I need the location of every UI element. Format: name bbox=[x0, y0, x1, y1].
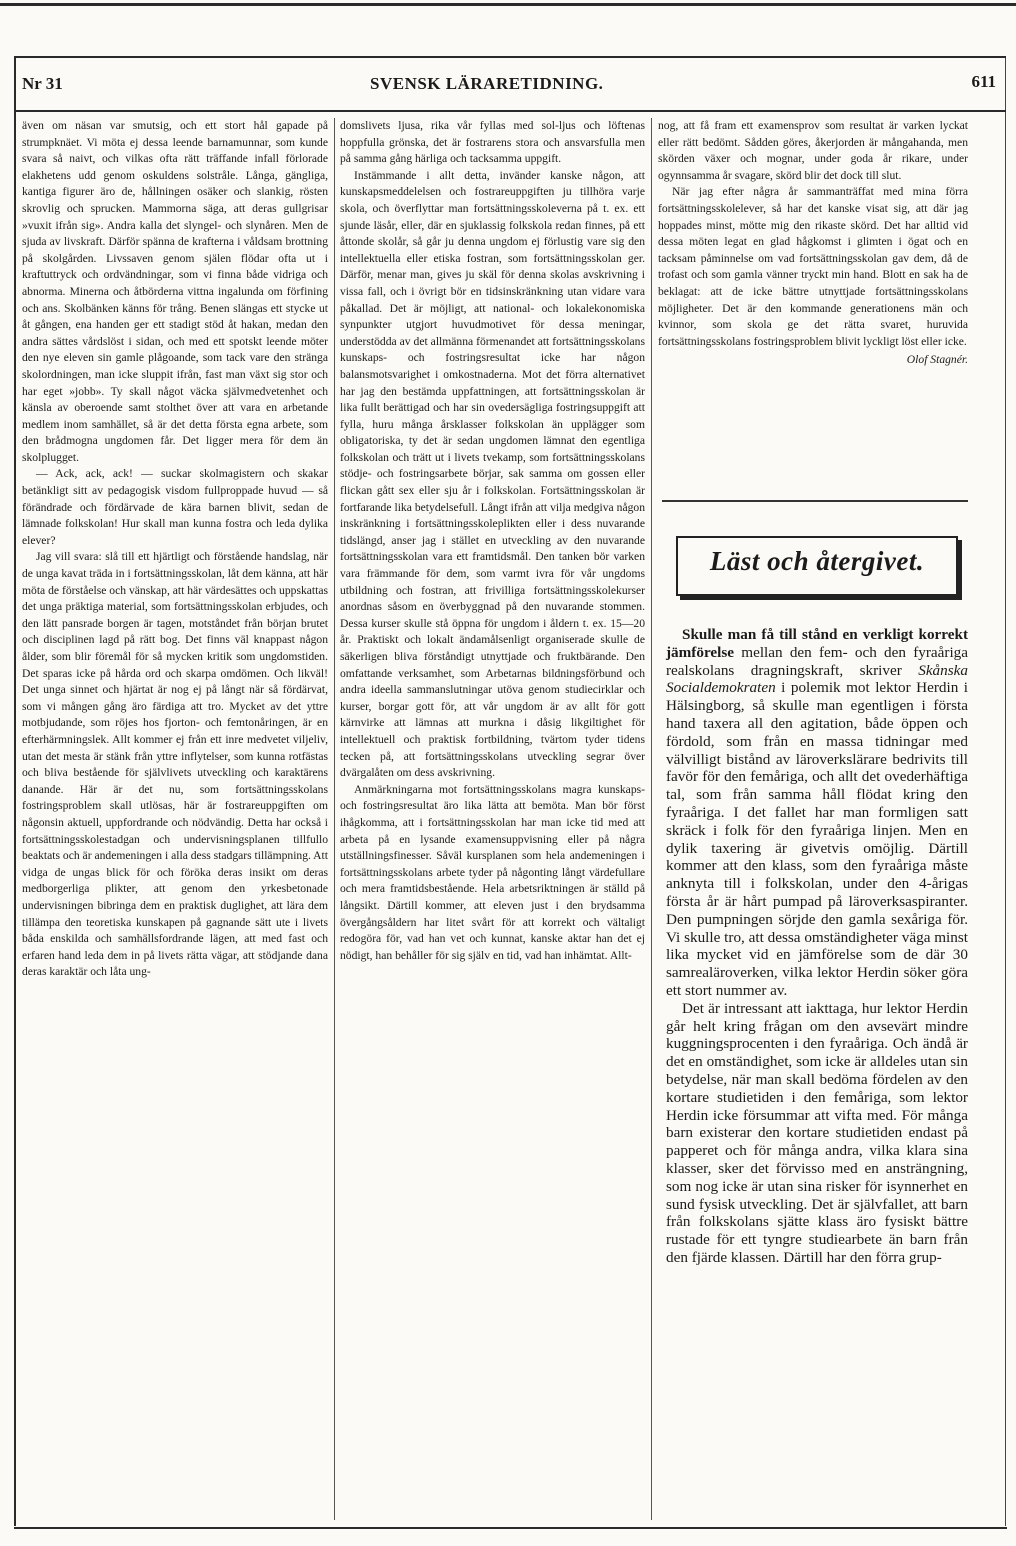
paragraph: även om näsan var smutsig, och ett stort hål gapade på strumpknäet. Vi möta ej dessa leende barnamunnar, som kunde svara så naivt, och vilkas ofta rätt träffande infall förlorade elakhetens udd genom oskuldens solstråle. Långa, gängliga, kantiga figurer äro de, hållningen osäker och slankig, rösten skrovlig och sprucken. Mammorna säga, att deras gullgrisar »vuxit ifrån sig». Andra kalla det slyngel- och slynåren. Men de sjuda av livskraft. Därför spänna de krafterna i våldsam brottning på skolgården. Livssaven genom själen flödar ofta ut i kraftuttryck och ordvändningar, som vi finna både vidriga och abnorma. Minerna och åtbörderna vittna ingalunda om förfining och ans. Skolbänken känns för trång. Benen slängas ett stycke ut åt gången, ena handen ger ett stadigt stöd åt hakan, medan den andra sättes vårdslöst i sidan, och med ett spotskt leende möter den nye eleven sin gamle plågoande, som tack vare den stränga skolordningen, man icke sluppit ifrån, fast man växt sig stor och har eget »jobb». Ty skall något väcka självmedvetenhet och känsla av oberoende samt stolthet över att vara en arbetande medlem inom samhället, så är det detta första egna arbete, som den brådmogna ungdomen får. Det ligger mera för dem än skolplugget. bbox=[22, 119, 328, 464]
right-frame-rule bbox=[1005, 56, 1006, 1526]
source-name: Skånska Socialdemokraten bbox=[666, 661, 968, 697]
paragraph: När jag efter några år sammanträffat med mina förra fortsättningsskolelever, så har det kanske visat sig, att där jag hoppades minst, mötte mig den rikaste skörd. Det har alltid vid dessa möten legat en glad hågkomst i glimten i ögat och en tacksam påminnelse om vad fortsättningsskolan gav dem, då de trofast och som gamla vänner tryckt min hand. Blott en sak ha de beklagat: att de icke bättre utnyttjade fortsättningsskolans möjligheter. Det är den kommande generationens män och kvinnor, som skola ge det rätta svaret, huruvida fortsättningsskolans fostringsproblem blivit lyckligt löst eller icke. bbox=[658, 185, 968, 348]
page-header bbox=[16, 56, 1006, 112]
paragraph: domslivets ljusa, rika vår fyllas med sol-ljus och löftenas hoppfulla grönska, det är fostrarens stora och ansvarsfulla men på samma gång härliga och tacksamma uppgift. bbox=[340, 119, 645, 166]
column-3-top bbox=[658, 118, 968, 490]
paragraph: nog, att få fram ett examensprov som resultat är varken lyckat eller rätt bedömt. Sådden göres, åkerjorden är mångahanda, men skörden växer och mognar, under goda år rikare, under ogynnsamma år svagare, skörd blir det dock till slut. bbox=[658, 119, 968, 182]
section-separator bbox=[662, 500, 968, 502]
paragraph: Instämmande i allt detta, invänder kanske någon, att kunskapsmeddelelsen och fostrareuppgiften ju tillhöra varje skola, och överflyttar man fortsättningsskoleverna på t. ex. ett sjunde läsår, eller, där en sjuklassig folkskola redan finnes, på ett åttonde skolår, så går ju denna ungdom ej förlustig vare sig den intellektuella eller etiska fostran, som fortsättningsskolan ger. Därför, menar man, gives ju skäl för denna skolas avskrivning i vissa fall, och i övrigt bör en tidsinskränkning utan vidare vara påkallad. Det är möjligt, att national- och lokalekonomiska synpunkter utgjort huvudmotivet för dessa meningar, understödda av det allmänna förmenandet att fortsättningsskolans kunskaps- och fostringsresultat icke har någon balansmotsvarighet i omkostnaderna. Mot det förra alternativet har jag den bestämda uppfattningen, att fortsättningsskolan är lika fullt berättigad och har sin ovedersägliga fostringsuppgift att fylla, huru många årsklasser folkskolan än upplägger som obligatoriska, ty det är sedan ungdomen lämnat den egentliga folkskolan och trätt ut i livets tvekamp, som fortsättningsskolans stödje- och fostringsarbete börjar, sak samma om gossen eller flickan gått sex eller sju år i folkskolan. Fortsättningsskolan är fortfarande lika betydelsefull. Långt ifrån att vilja medgiva någon inskränkning i fortsättningsskoleplikten eller i dess nuvarande tidslängd, anser jag i stället en utveckling av den nuvarande fortsättningsskolan vara ett framtidsmål. Den tanken bör varken vara främmande för dem, som varmt ivra för vår ungdoms utbildning och fostran, att frivilliga fortsättningsskolekurser anordnas såsom en överbyggnad på den nuvarande stommen. Dessa kurser skulle stå öppna för ungdom i åldern t. ex. 15—20 år. Praktiskt och lokalt ändamålsenligt organiserade skulle de säkerligen bliva förståndigt utnyttjade och fruktbärande. Den omfattande verksamhet, som Arbetarnas bildningsförbund och andra ideella sammanslutningar utöva genom studiecirklar och kurser, borgar gott för, att vår ungdom är av allt för gott kärnvirke att lämnas att murkna i dåsig likgiltighet för intellektuell och praktisk fortbildning, tvärtom tyder tidens tecken på, att fortsättningsskolans utveckling segrar över dvärgalåten om dess avskrivning. bbox=[340, 168, 645, 780]
lead-text: Skulle man få till stånd en verkligt korrekt jämförelse bbox=[666, 626, 968, 661]
bottom-border-line bbox=[14, 1527, 1007, 1529]
paragraph-text: mellan den fem- och den fyraåriga realskolans dragningskraft, skriver bbox=[666, 643, 968, 679]
paragraph: Det är intressant att iakttaga, hur lektor Herdin går helt kring frågan om den avsevärt mindre kuggningsprocenten i den fyraåriga. Och ändå är det en omständighet, som icke är alldeles utan sin betydelse, när man skall bedöma fördelen av den kortare studietiden i den femåriga, som lektor Herdin icke försummar att vifta med. För många barn existerar den kortare studietiden endast på papperet och för många andra, vilka klara sina klasser, sker det förvisso med en ansträngning, som nog icke är utan sina risker för isynnerhet en sund fysisk utveckling. Det är självfallet, att barn från folkskolans sjätte klass äro fysiskt bättre rustade för ett tyngre studiearbete än barn från den fjärde klassen. Därtill har den förra grup- bbox=[666, 999, 968, 1266]
paragraph: Anmärkningarna mot fortsättningsskolans magra kunskaps- och fostringsresultat äro lika lätta att bemöta. Man bör först ihågkomma, att i fortsättningsskolan har man icke tid med att arbeta på en lysande examensuppvisning eller på några utställningsfinesser. Såväl kursplanen som hela andemeningen i fortsättningsskolans arbete tyder på någonting långt värdefullare och mera framtidsbestående. Hela arbetsriktningen är ställd på långsikt. Därtill kommer, att eleven just i den brydsamma övergångsåldern har litet svårt för att korrekt och vältaligt redogöra för, vad han vet och kunnat, kanske aktar han det ej nödigt, han behåller för sig själv en tid, vad han inhämtat. Allt- bbox=[340, 782, 645, 962]
page-number: 611 bbox=[971, 72, 996, 91]
paragraph bbox=[666, 626, 968, 1000]
paragraph-text: i polemik mot lektor Herdin i Hälsingborg, så skulle man egentligen i första hand taxera all den agitation, både öppen och fördold, som från en massa tidningar med välvilligt bistånd av läroverkslärare bedrivits till favör för den femåriga, och allt det ovederhäftiga tal, som från samma håll flödat kring den fyraåriga. I det fallet har man formligen satt skräck i folk för den fyraåriga linjen. Men en dylik taxering är givetvis omöjlig. Därtill kommer att den klass, som den fyraåriga måste anknyta till i folkskolan, under den 4-årigas första år är hårt pumpad på läroverksaspiranter. Den pumpningen sörjde den gamla sexåriga för. Vi skulle tro, att dessa omständigheter väga minst lika mycket vid en jämförelse som de där 30 samrealäroverken, vilka lektor Herdin söker göra ett stort nummer av. bbox=[666, 679, 968, 999]
column-divider bbox=[334, 118, 335, 1520]
section-heading-box bbox=[676, 536, 958, 596]
paragraph: Jag vill svara: slå till ett hjärtligt och förstående handslag, när de unga kavat träda in i fortsättningsskolan, låt dem känna, att här möta de förståelse och vänskap, att här värdesättes och uppskattas det unga präktiga material, som fortsättningsskolan erbjudes, och den lätt pansrade borgen är tagen, motståndet från början brutet och disciplinen lagd på rätt bog. Det finns väl knappast någon ålder, som blir föremål för så mycken kritik som ungdomstiden. Det sparas icke på hårda ord och skarpa omdömen. Och likväl! Det unga sinnet och hjärtat är nog ej på långt när så fördärvat, som vi mången gång äro färdiga att tro. Mycket av det yttre motbjudande, som röjes hos fjorton- och femtonåringen, är en efterhärmningslek. Allt kommer ej från ett inre medvetet viljeliv, utan det mesta är stänk från yttre inflytelser, som kunna rotfästas och bliva bestående för självlivets utveckling och karaktärens danande. Här är det nu, som fortsättningsskolans fostringsproblem skall utlösas, här är fostrareuppgiften om någonsin aktuell, uppfordrande och nödvändig. Detta har också i fortsättningsskolestadgan och undervisningsplanen tillfullo beaktats och är andemeningen i alla dess stadgars tillämpning. Att vidga de ungas blick för och föröka deras insikt om deras medborgerliga plikter, att genom den yrkesbetonade undervisningen bibringa dem en praktisk duglighet, att lära dem tillämpa den teoretiska kunskapen på gagnande sätt ute i livets båda enskilda och samhällsfordrande lägen, att med fast och erfaren hand leda dem in på livets rätta vägar, att stödjande dana deras karaktär och låta ung- bbox=[22, 550, 328, 979]
left-frame-rule bbox=[14, 56, 16, 1526]
column-2 bbox=[340, 118, 645, 1518]
paragraph: — Ack, ack, ack! — suckar skolmagistern och skakar betänkligt sitt av pedagogisk visdom fullproppade huvud — så förändrade och fördärvade de kära barnen blivit, sedan de lämnade folkskolan! Hur skall man kunna fostra och leda dylika elever? bbox=[22, 467, 328, 547]
section-title: Läst och återgivet. bbox=[709, 546, 925, 576]
journal-title: SVENSK LÄRARETIDNING. bbox=[370, 74, 604, 93]
issue-number: Nr 31 bbox=[22, 74, 63, 93]
column-divider bbox=[651, 118, 652, 1520]
column-1 bbox=[22, 118, 328, 1518]
column-3-article bbox=[666, 626, 968, 1506]
top-border-line bbox=[0, 3, 1016, 6]
author-signature: Olof Stagnér. bbox=[906, 353, 968, 367]
